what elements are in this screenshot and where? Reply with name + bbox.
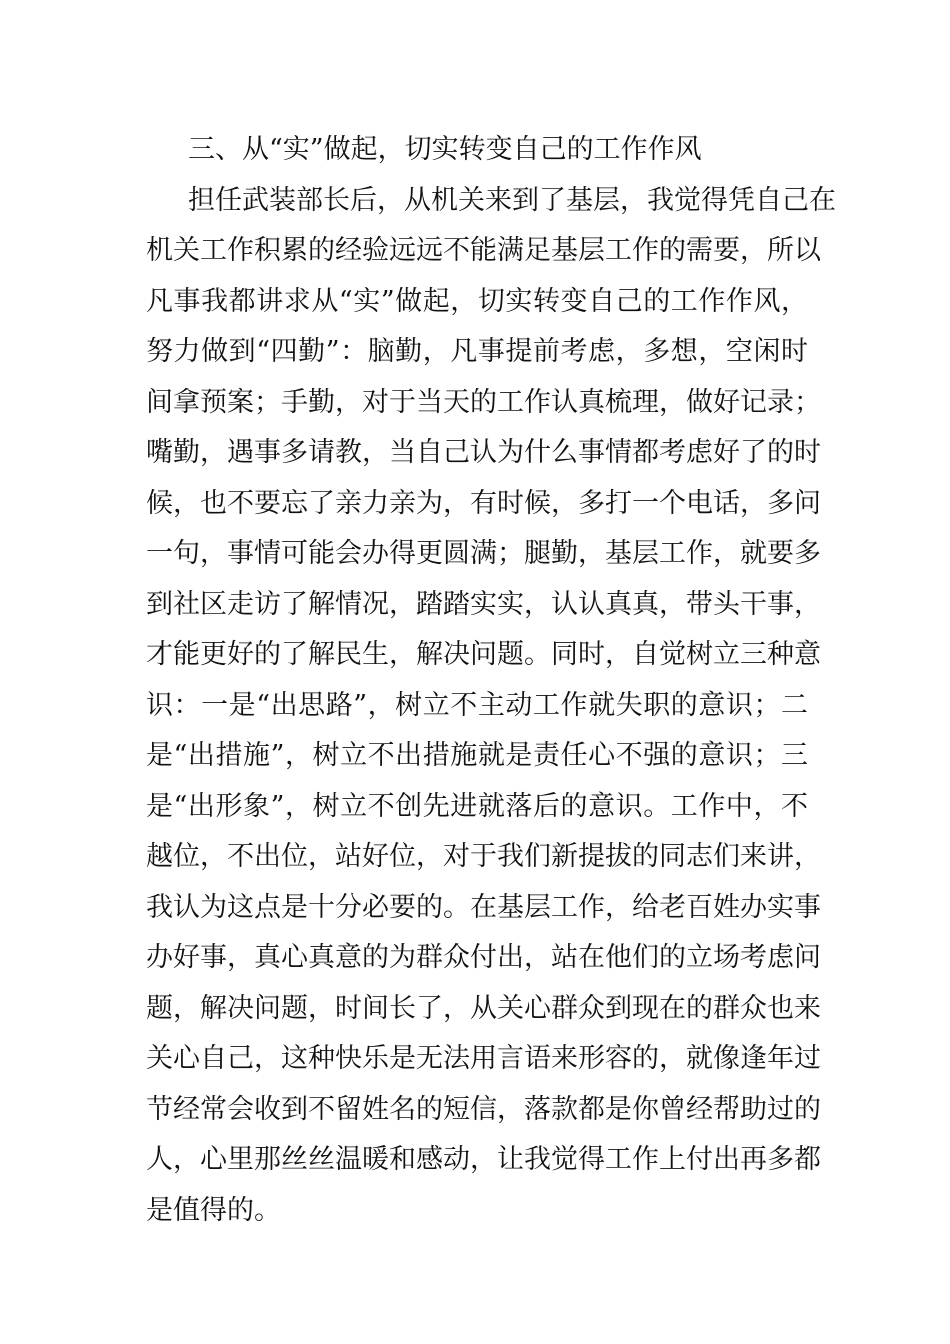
section-heading: 三、从“实”做起，切实转变自己的工作作风: [188, 134, 702, 165]
paragraph-line: 一句，事情可能会办得更圆满；腿勤，基层工作，就要多: [146, 538, 821, 569]
paragraph-line: 关心自己，这种快乐是无法用言语来形容的，就像逢年过: [146, 1043, 821, 1074]
paragraph-line: 人，心里那丝丝温暖和感动，让我觉得工作上付出再多都: [146, 1144, 821, 1175]
paragraph-line: 嘴勤，遇事多请教，当自己认为什么事情都考虑好了的时: [146, 437, 821, 468]
paragraph-line: 识：一是“出思路”，树立不主动工作就失职的意识；二: [146, 689, 808, 721]
paragraph-line: 候，也不要忘了亲力亲为，有时候，多打一个电话，多问: [146, 487, 821, 519]
paragraph-line: 是“出形象”，树立不创先进就落后的意识。工作中，不: [146, 790, 808, 822]
paragraph-line: 间拿预案；手勤，对于当天的工作认真梳理，做好记录；: [146, 386, 821, 418]
paragraph-line: 担任武装部长后，从机关来到了基层，我觉得凭自己在: [188, 184, 836, 216]
paragraph-line: 越位，不出位，站好位，对于我们新提拔的同志们来讲，: [146, 841, 821, 872]
paragraph-line: 节经常会收到不留姓名的短信，落款都是你曾经帮助过的: [146, 1093, 821, 1125]
paragraph-line: 办好事，真心真意的为群众付出，站在他们的立场考虑问: [146, 942, 821, 973]
paragraph-line: 是“出措施”，树立不出措施就是责任心不强的意识；三: [146, 740, 808, 771]
paragraph-line: 到社区走访了解情况，踏踏实实，认认真真，带头干事，: [146, 588, 821, 620]
paragraph-line: 凡事我都讲求从“实”做起，切实转变自己的工作作风，: [146, 285, 808, 317]
paragraph-line: 我认为这点是十分必要的。在基层工作，给老百姓办实事: [146, 891, 821, 923]
paragraph-line: 题，解决问题，时间长了，从关心群众到现在的群众也来: [146, 992, 821, 1024]
paragraph-line: 才能更好的了解民生，解决问题。同时，自觉树立三种意: [146, 639, 821, 670]
paragraph-line: 是值得的。: [146, 1194, 281, 1226]
paragraph: [146, 176, 836, 1237]
paragraph-line: 机关工作积累的经验远远不能满足基层工作的需要，所以: [146, 235, 821, 266]
document-body: [146, 125, 836, 1236]
paragraph-line: 努力做到“四勤”：脑勤，凡事提前考虑，多想，空闲时: [146, 336, 808, 367]
